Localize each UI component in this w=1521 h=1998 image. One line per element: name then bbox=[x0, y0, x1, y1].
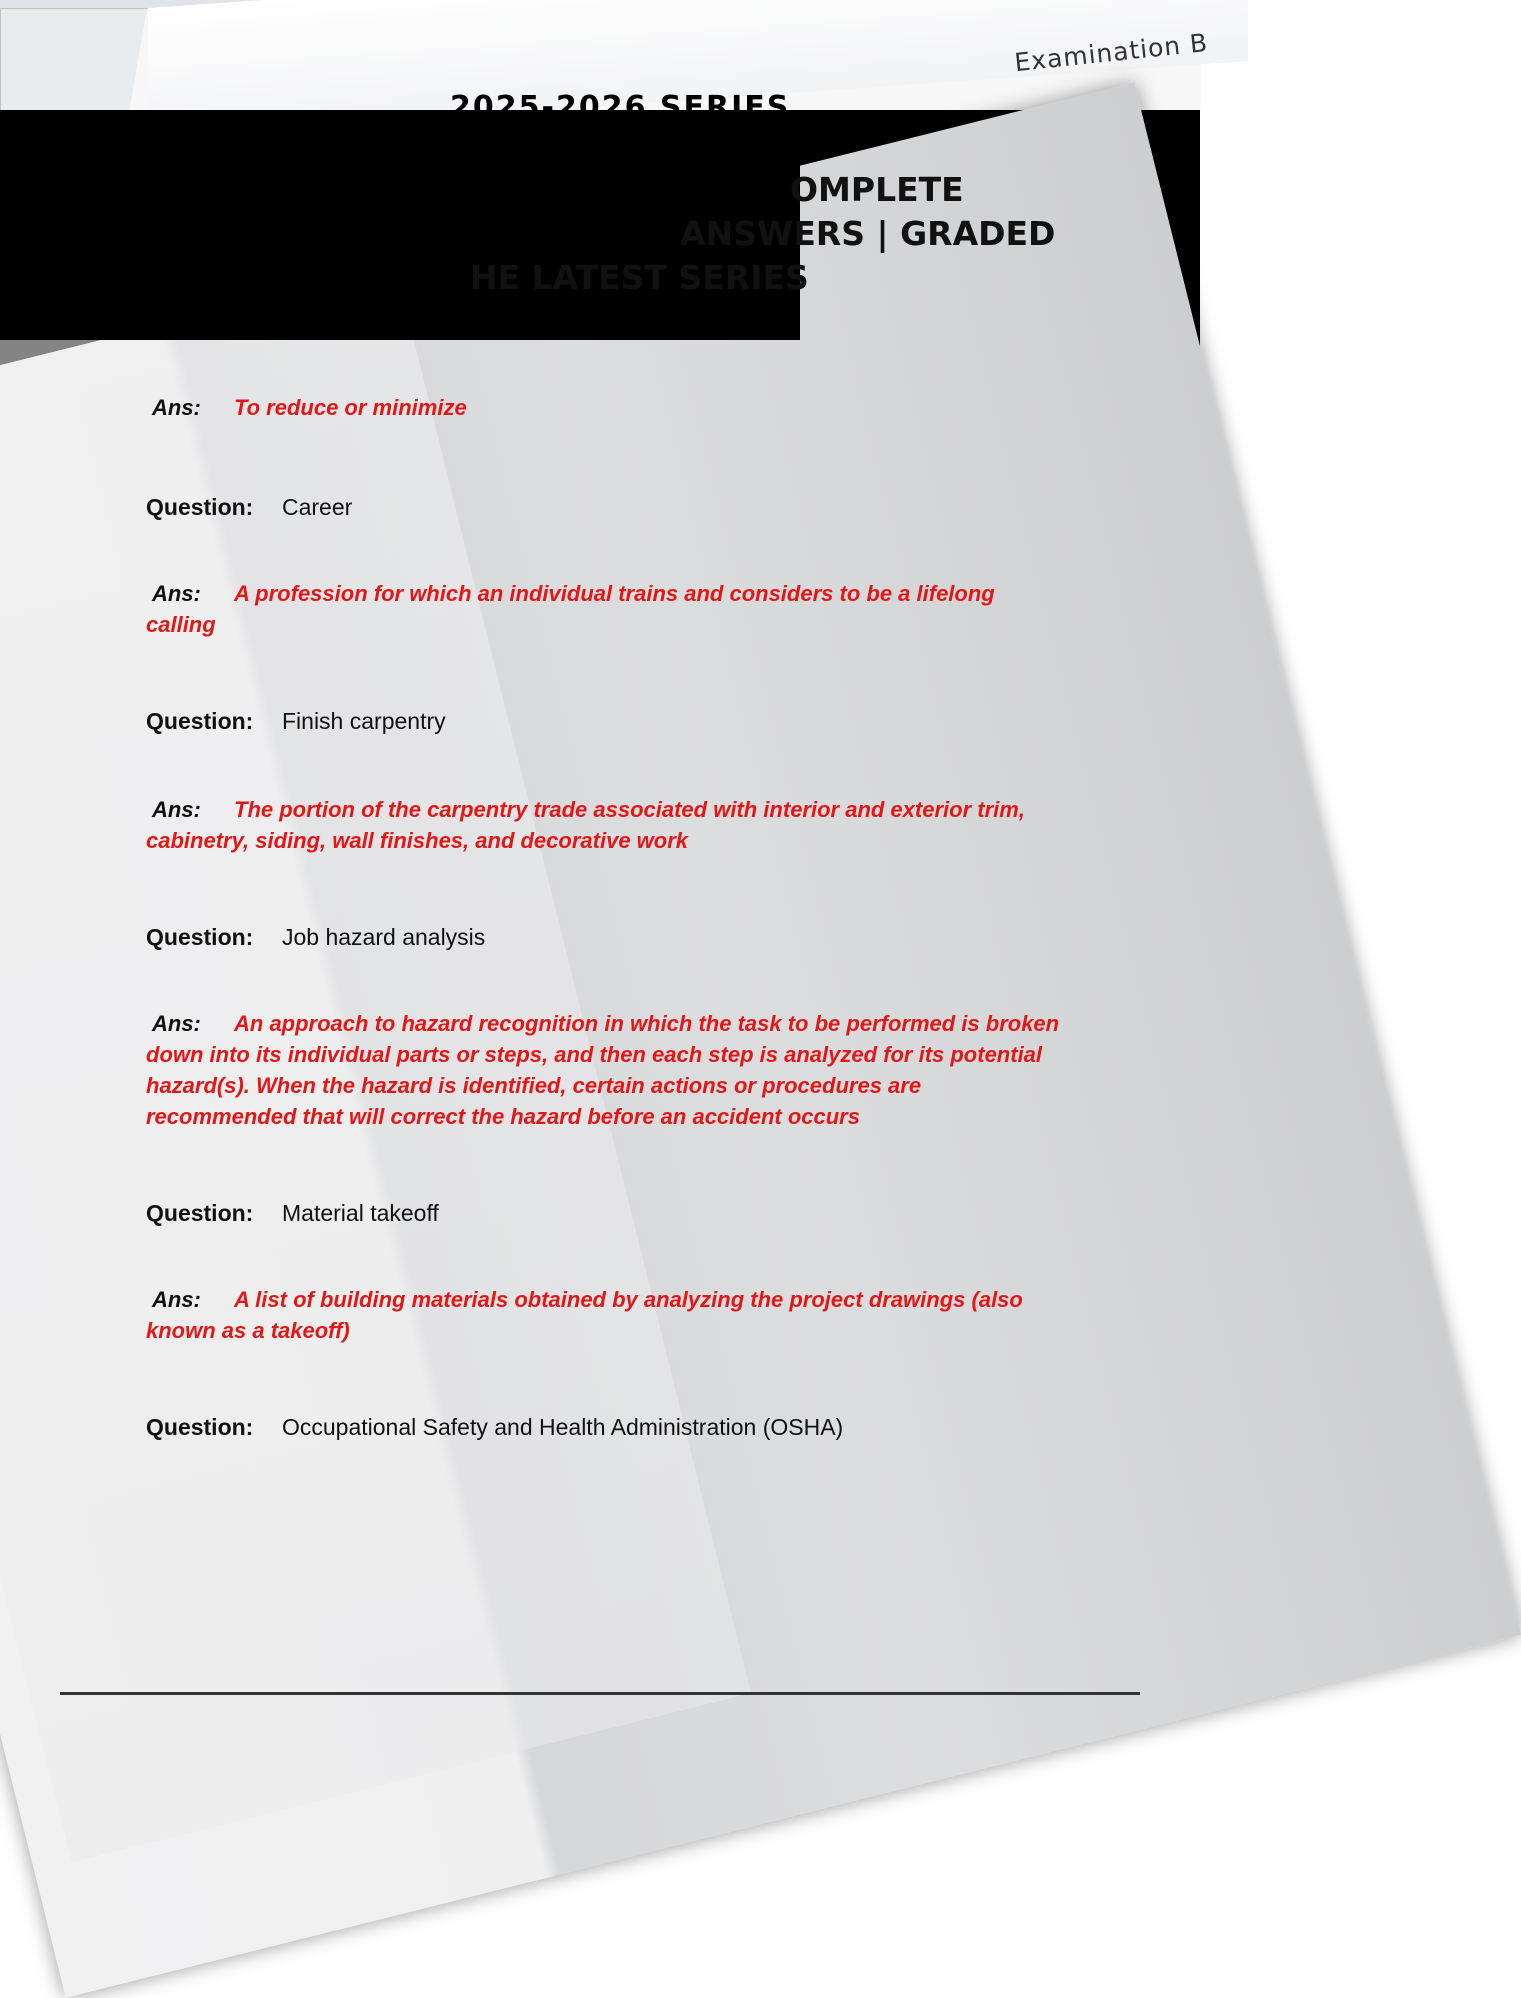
question-row bbox=[146, 1414, 1066, 1441]
answer-text: An approach to hazard recognition in which the task to be performed is broken down into its individual parts or steps, and then each step is analyzed for its potential hazard(s). When the hazard is identified, certain actions or procedures are recommended that will correct the hazard before an accident occurs bbox=[146, 1011, 1060, 1129]
question-label: Question: bbox=[146, 494, 254, 520]
answer-text: A list of building materials obtained by analyzing the project drawings (also known as a takeoff) bbox=[146, 1287, 1023, 1343]
question-text: Finish carpentry bbox=[282, 708, 446, 734]
question-row bbox=[146, 494, 1066, 521]
series-heading-cut bbox=[450, 90, 791, 125]
question-text: Occupational Safety and Health Administration (OSHA) bbox=[282, 1414, 844, 1440]
question-text: Career bbox=[282, 494, 353, 520]
answer-label: Ans: bbox=[152, 1011, 201, 1036]
answer-text: The portion of the carpentry trade associated with interior and exterior trim, cabinetry, siding, wall finishes, and decorative work bbox=[146, 797, 1025, 853]
answer-label: Ans: bbox=[152, 1287, 201, 1312]
question-label: Question: bbox=[146, 924, 254, 950]
answer-text: A profession for which an individual trains and considers to be a lifelong calling bbox=[146, 581, 995, 637]
answer-block bbox=[146, 392, 1066, 423]
answer-text: To reduce or minimize bbox=[234, 395, 467, 420]
answer-block bbox=[146, 1284, 1066, 1346]
question-row bbox=[146, 1200, 1066, 1227]
question-text: Material takeoff bbox=[282, 1200, 439, 1226]
answer-block bbox=[146, 794, 1066, 856]
answer-block bbox=[146, 1008, 1066, 1132]
answer-label: Ans: bbox=[152, 797, 201, 822]
question-label: Question: bbox=[146, 708, 254, 734]
question-text: Job hazard analysis bbox=[282, 924, 486, 950]
question-row bbox=[146, 708, 1066, 735]
bottom-divider bbox=[60, 1692, 1140, 1695]
answer-block bbox=[146, 578, 1066, 640]
document-title bbox=[470, 168, 1090, 300]
answer-label: Ans: bbox=[152, 581, 201, 606]
series-heading-text: 2025-2026 SERIES bbox=[450, 90, 791, 125]
question-row bbox=[146, 924, 1066, 951]
question-label: Question: bbox=[146, 1200, 254, 1226]
examination-label: Examination B bbox=[1012, 28, 1210, 78]
question-label: Question: bbox=[146, 1414, 254, 1440]
answer-label: Ans: bbox=[152, 395, 201, 420]
title-line-3: HE LATEST SERIES bbox=[470, 258, 809, 297]
title-line-1: OMPLETE bbox=[790, 170, 964, 209]
title-line-2: ANSWERS | GRADED bbox=[680, 214, 1056, 253]
